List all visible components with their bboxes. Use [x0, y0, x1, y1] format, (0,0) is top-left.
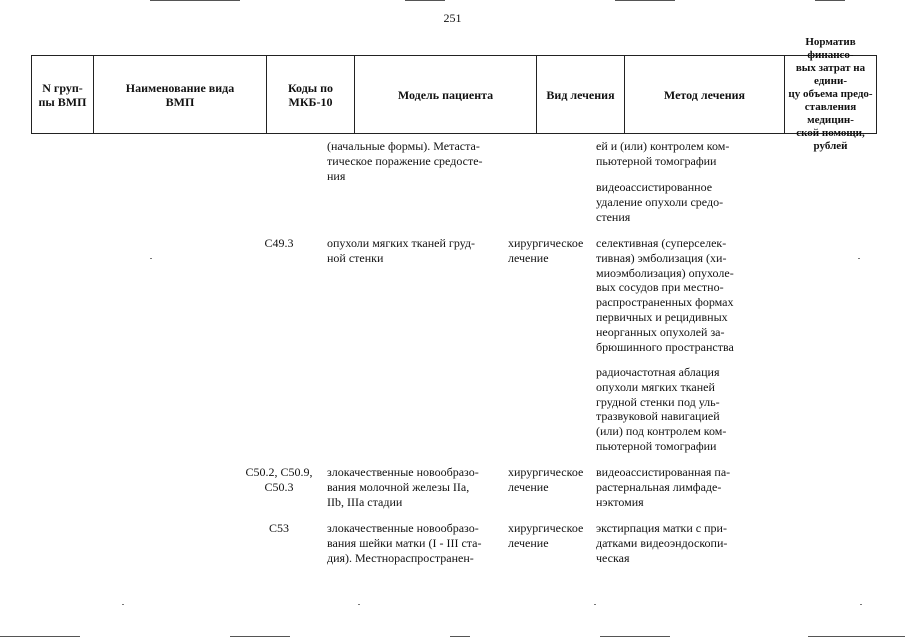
page-number: 251 — [443, 11, 462, 25]
scan-artifact-line — [405, 0, 445, 1]
row2-icd-codes: C50.2, C50.9, C50.3 — [245, 465, 313, 494]
row2-method-1: видеоассистированная па- растернальная лимфаде- нэктомия — [596, 465, 731, 509]
table-header — [31, 36, 877, 152]
row3-icd-codes: C53 — [268, 521, 289, 535]
row1-treatment-type: хирургическое лечение — [508, 236, 584, 265]
scan-artifact-line — [450, 636, 470, 637]
header-vmp-name: Наименование вида ВМП — [94, 56, 267, 133]
scan-speck — [594, 604, 596, 605]
row1-method-1: селективная (суперселек- тивная) эмболизация (хи- миоэмболизация) опухоле- вых сосудов при местно- распространенных формах первичных и рецидивных неорганных опухолей за- брюшинного пространства — [596, 236, 734, 354]
scan-artifact-line — [150, 0, 240, 1]
header-treatment-method: Метод лечения — [625, 56, 785, 133]
row3-patient-model: злокачественные новообразо- вания шейки матки (I - III ста- дия). Местнораспространен- — [327, 521, 482, 565]
header-group-number: N груп- пы ВМП — [32, 56, 94, 133]
row3-treatment-type: хирургическое лечение — [508, 521, 584, 550]
header-treatment-type: Вид лечения — [537, 56, 625, 133]
header-patient-model: Модель пациента — [355, 56, 537, 133]
scan-artifact-line — [808, 636, 905, 637]
scan-artifact-line — [600, 636, 670, 637]
row1-icd-codes: C49.3 — [264, 236, 294, 250]
scan-artifact-line — [0, 636, 80, 637]
scan-speck — [122, 604, 124, 605]
row2-patient-model: злокачественные новообразо- вания молочной железы IIa, IIb, IIIa стадии — [327, 465, 479, 509]
scan-artifact-line — [230, 636, 290, 637]
scan-speck — [860, 604, 862, 605]
header-icd-codes: Коды по МКБ-10 — [267, 56, 355, 133]
scan-speck — [858, 258, 860, 259]
scan-artifact-line — [815, 0, 845, 1]
scan-artifact-line — [615, 0, 675, 1]
row1-method-2: радиочастотная аблация опухоли мягких тканей грудной стенки под уль- тразвуковой навигацией (или) под контролем ком- пьютерной томографии — [596, 365, 727, 453]
row0-method-2: видеоассистированное удаление опухоли средо- стения — [596, 180, 724, 224]
row3-method-1: экстирпация матки с при- датками видеоэндоскопи- ческая — [596, 521, 728, 565]
row0-method-1: ей и (или) контролем ком- пьютерной томографии — [596, 139, 730, 168]
row2-treatment-type: хирургическое лечение — [508, 465, 584, 494]
header-cost-norm: Норматив финансо- вых затрат на едини- цу объема предо- ставления медицин- ской помощи, рублей — [788, 36, 873, 152]
row1-patient-model: опухоли мягких тканей груд- ной стенки — [327, 236, 476, 265]
scan-speck — [358, 604, 360, 605]
row0-patient-model: (начальные формы). Метаста- тическое поражение средосте- ния — [327, 139, 483, 183]
scan-speck — [150, 258, 152, 259]
